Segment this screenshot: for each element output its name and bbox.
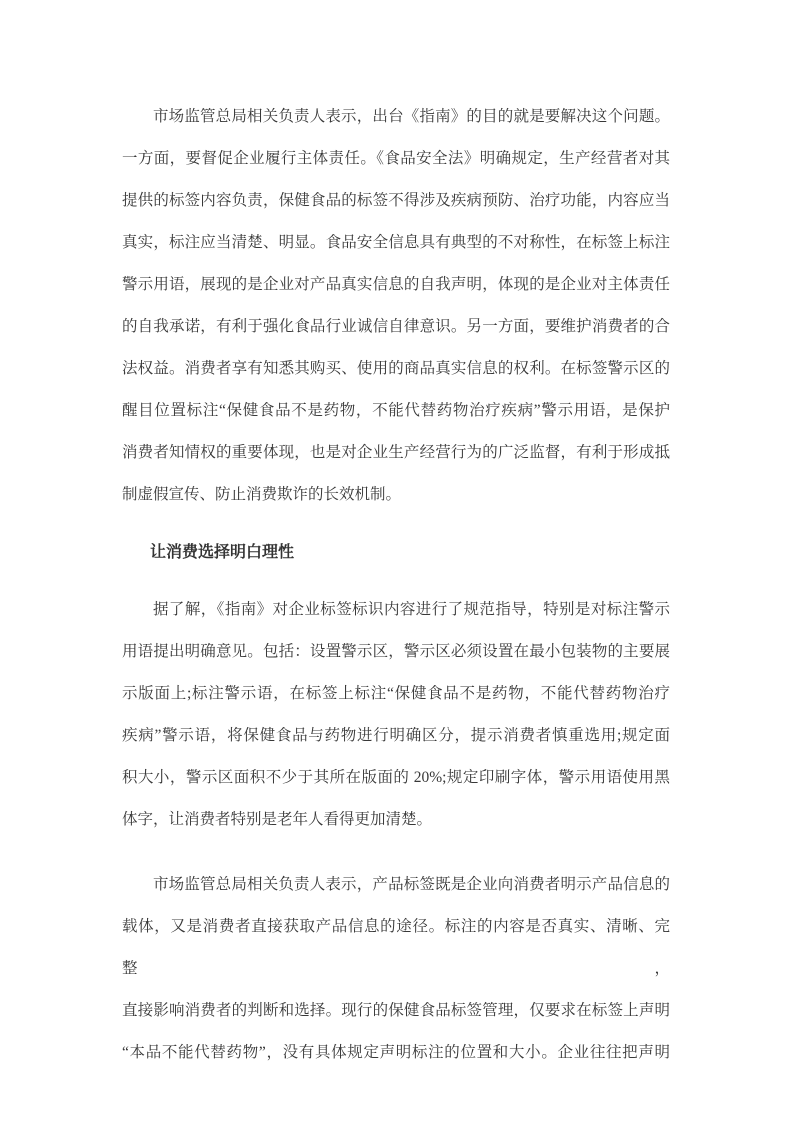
text-line: 消费者知情权的重要体现，也是对企业生产经营行为的广泛监督，有利于形成抵 [122, 444, 670, 461]
paragraph-1 [122, 96, 670, 516]
text-line: 市场监管总局相关负责人表示，产品标签既是企业向消费者明示产品信息的 [153, 876, 670, 893]
text-line: 提供的标签内容负责，保健食品的标签不得涉及疾病预防、治疗功能，内容应当 [122, 192, 670, 209]
paragraph-3 [122, 864, 670, 1074]
text-line: “本品不能代替药物”，没有具体规定声明标注的位置和大小。企业往往把声明 [122, 1044, 670, 1061]
text-line: 的自我承诺，有利于强化食品行业诚信自律意识。另一方面，要维护消费者的合 [122, 318, 670, 335]
text-line: 直接影响消费者的判断和选择。现行的保健食品标签管理，仅要求在标签上声明 [122, 1002, 670, 1019]
text-line: 市场监管总局相关负责人表示，出台《指南》的目的就是要解决这个问题。 [153, 108, 670, 125]
text-line: 体字，让消费者特别是老年人看得更加清楚。 [122, 811, 433, 828]
text-line: 真实，标注应当清楚、明显。食品安全信息具有典型的不对称性，在标签上标注 [122, 234, 670, 251]
text-line: 警示用语，展现的是企业对产品真实信息的自我声明，体现的是企业对主体责任 [122, 276, 670, 293]
section-heading: 让消费选择明白理性 [150, 544, 295, 561]
text-line: 一方面，要督促企业履行主体责任。《食品安全法》明确规定，生产经营者对其 [122, 150, 670, 167]
paragraph-2 [122, 589, 670, 841]
text-line: 示版面上;标注警示语，在标签上标注“保健食品不是药物，不能代替药物治疗 [122, 685, 670, 702]
text-line: 疾病”警示语，将保健食品与药物进行明确区分，提示消费者慎重选用;规定面 [122, 727, 670, 744]
text-line: 用语提出明确意见。包括：设置警示区，警示区必须设置在最小包装物的主要展 [122, 643, 670, 660]
text-line: 据了解，《指南》对企业标签标识内容进行了规范指导，特别是对标注警示 [153, 601, 670, 618]
text-line: 法权益。消费者享有知悉其购买、使用的商品真实信息的权利。在标签警示区的 [122, 360, 670, 377]
text-line: 积大小，警示区面积不少于其所在版面的 20%;规定印刷字体，警示用语使用黑 [122, 769, 670, 786]
text-line: 醒目位置标注“保健食品不是药物，不能代替药物治疗疾病”警示用语，是保护 [122, 402, 670, 419]
text-line: 制虚假宣传、防止消费欺诈的长效机制。 [122, 486, 402, 503]
text-line: 载体，又是消费者直接获取产品信息的途径。标注的内容是否真实、清晰、完整， [122, 918, 670, 977]
